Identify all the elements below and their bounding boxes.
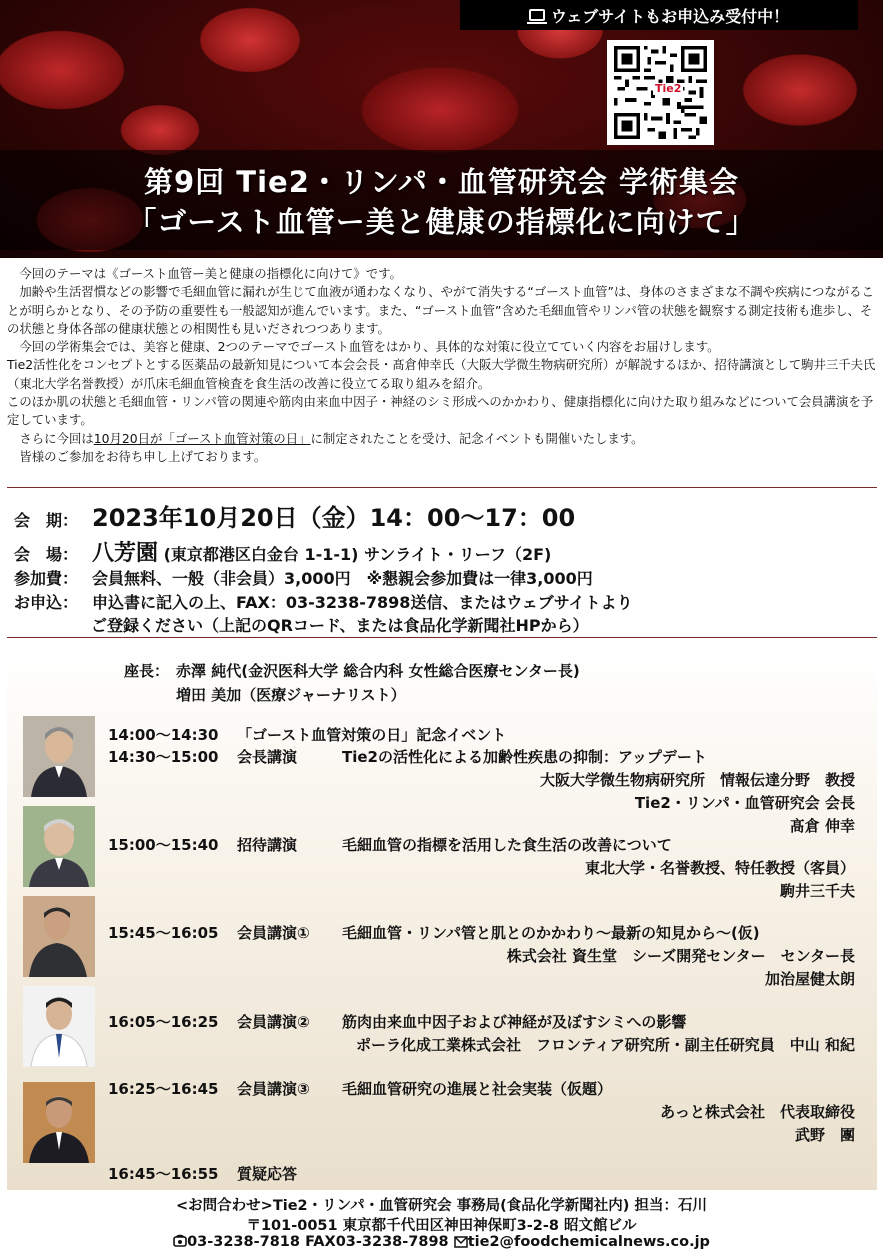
apply-line1: 申込書に記入の上、FAX：03-3238-7898送信、またはウェブサイトより (92, 593, 633, 612)
qr-code[interactable] (607, 40, 714, 145)
session-time: 16:05〜16:25 (108, 1013, 219, 1031)
person-icon (23, 896, 95, 977)
session-time: 14:00〜14:30 (108, 726, 219, 744)
phone-email-line (0, 1234, 883, 1250)
date-row (14, 498, 575, 533)
divider (7, 487, 877, 488)
computer-icon (529, 9, 545, 21)
speaker-name: 武野 團 (794, 1126, 855, 1144)
speaker-affiliation: Tie2・リンパ・血管研究会 会長 (634, 794, 855, 812)
session-time: 16:45〜16:55 (108, 1165, 219, 1183)
session-time: 15:45〜16:05 (108, 924, 219, 942)
intro-p6-underline: 10月20日が「ゴースト血管対策の日」 (93, 430, 311, 446)
session-title: 「ゴースト血管対策の日」記念イベント (237, 726, 507, 744)
session-topic: 毛細血管の指標を活用した食生活の改善について (342, 836, 672, 854)
session-time: 14:30〜15:00 (108, 748, 219, 766)
speaker-affiliation: あっと株式会社 代表取締役 (660, 1103, 855, 1121)
speaker-affiliation: 株式会社 資生堂 シーズ開発センター センター長 (506, 947, 855, 965)
speaker-affiliation: 東北大学・名誉教授、特任教授（客員） (584, 859, 855, 877)
speaker-affiliation: 大阪大学微生物病研究所 情報伝達分野 教授 (539, 771, 855, 789)
address-line: 〒101-0051 東京都千代田区神田神保町3-2-8 昭文館ビル (246, 1218, 637, 1234)
speaker-name: 加治屋健太朗 (764, 970, 855, 988)
speaker-photo-takakura (23, 716, 95, 797)
apply-row (14, 590, 633, 613)
apply-label: お申込： (14, 593, 79, 612)
phone-icon (173, 1234, 187, 1248)
venue-name: 八芳園 (92, 541, 159, 566)
intro-p4: Tie2活性化をコンセプトとする医薬品の最新知見について本会会長・髙倉伸幸氏（大阪大学微生物病研究所）が解説するほか、招待講演として駒井三千夫氏（東北大学名誉教授）が爪床毛細血管検査を食生活の改善に役立てる取り組みを紹介。 (7, 357, 876, 391)
speaker-name: 髙倉 伸幸 (789, 817, 855, 835)
person-icon (23, 716, 95, 797)
divider (7, 637, 877, 638)
website-banner[interactable] (460, 0, 858, 30)
venue-detail: (東京都港区白金台 1-1-1) サンライト・リーフ（2F) (163, 545, 552, 564)
intro-p3: 今回の学術集会では、美容と健康、2つのテーマでゴースト血管をはかり、具体的な対策に役立てていく内容をお届けします。 (19, 339, 720, 355)
person-icon (23, 986, 95, 1067)
intro-p1: 今回のテーマは《ゴースト血管ー美と健康の指標化に向けて》です。 (19, 266, 402, 281)
apply-line2: ご登録ください（上記のQRコード、または食品化学新聞社HPから） (91, 616, 589, 635)
header-banner (0, 0, 883, 258)
person-icon (23, 1082, 95, 1163)
intro-p6-post: に制定されたことを受け、記念イベントも開催いたします。 (310, 430, 644, 446)
chair-2: 増田 美加（医療ジャーナリスト） (176, 686, 406, 704)
intro-p7: 皆様のご参加をお待ち申し上げております。 (19, 448, 267, 464)
session-kind: 会員講演② (237, 1013, 310, 1031)
speaker-name: 駒井三千夫 (779, 882, 855, 900)
session-kind: 会員講演③ (237, 1080, 310, 1098)
phone-number[interactable]: 03-3238-7818 (187, 1234, 300, 1250)
website-banner-text: ウェブサイトもお申込み受付中！ (550, 6, 790, 26)
fax-number: FAX03-3238-7898 (305, 1234, 449, 1250)
qr-label: Tie2 (655, 82, 682, 95)
speaker-affiliation: ポーラ化成工業株式会社 フロンティア研究所・副主任研究員 中山 和紀 (355, 1036, 855, 1054)
session-time: 16:25〜16:45 (108, 1080, 219, 1098)
intro-p2: 加齢や生活習慣などの影響で毛細血管に漏れが生じて血液が通わなくなり、やがて消失する“ゴースト血管”は、身体のさまざまな不調や疾病につながることが明らかとなり、その予防の重要性も一般認知が進んでいます。また、“ゴースト血管”含めた毛細血管やリンパ管の状態を観察する測定技術も進歩し、その状態と身体各部の健康状態との相関性も見いだされつつあります。 (7, 284, 874, 336)
intro-p5: このほか肌の状態と毛細血管・リンパ管の関連や筋肉由来血中因子・神経のシミ形成へのかかわり、健康指標化に向けた取り組みなどについて会員講演を予定しています。 (7, 394, 874, 428)
fee-label: 参加費： (14, 569, 79, 588)
venue-label: 会 場： (14, 545, 79, 564)
session-topic: Tie2の活性化による加齢性疾患の抑制：アップデート (342, 748, 707, 766)
event-title: 第9回 Tie2・リンパ・血管研究会 学術集会 (144, 165, 739, 199)
speaker-photo-nakayama (23, 986, 95, 1067)
person-icon (23, 806, 95, 887)
session-kind: 招待講演 (237, 836, 298, 854)
speaker-photo-takeno (23, 1082, 95, 1163)
venue-row (14, 536, 551, 567)
session-topic: 毛細血管・リンパ管と肌とのかかわり〜最新の知見から〜(仮) (342, 924, 760, 942)
chair-label: 座長： (124, 662, 170, 680)
session-kind: 質疑応答 (237, 1165, 298, 1183)
event-subtitle: 「ゴースト血管ー美と健康の指標化に向けて」 (127, 205, 756, 239)
date-value: 2023年10月20日（金）14：00〜17：00 (92, 504, 576, 532)
contact-line: <お問合わせ>Tie2・リンパ・血管研究会 事務局(食品化学新聞社内) 担当：石川 (176, 1198, 707, 1214)
fee-value: 会員無料、一般（非会員）3,000円 ※懇親会参加費は一律3,000円 (92, 569, 593, 588)
email-link[interactable]: tie2@foodchemicalnews.co.jp (467, 1234, 710, 1250)
session-kind: 会長講演 (237, 748, 298, 766)
date-label: 会 期： (14, 511, 79, 530)
fee-row (14, 566, 593, 589)
speaker-photo-komai (23, 806, 95, 887)
session-kind: 会員講演① (237, 924, 310, 942)
chair-1: 赤澤 純代(金沢医科大学 総合内科 女性総合医療センター長) (176, 662, 580, 680)
session-topic: 毛細血管研究の進展と社会実装（仮題） (342, 1080, 613, 1098)
intro-p6-pre: さらに今回は (19, 430, 94, 446)
mail-icon (454, 1236, 468, 1248)
session-topic: 筋肉由来血中因子および神経が及ぼすシミへの影響 (342, 1013, 687, 1031)
speaker-photo-kajiya (23, 896, 95, 977)
session-time: 15:00〜15:40 (108, 836, 219, 854)
intro-text (7, 265, 877, 466)
